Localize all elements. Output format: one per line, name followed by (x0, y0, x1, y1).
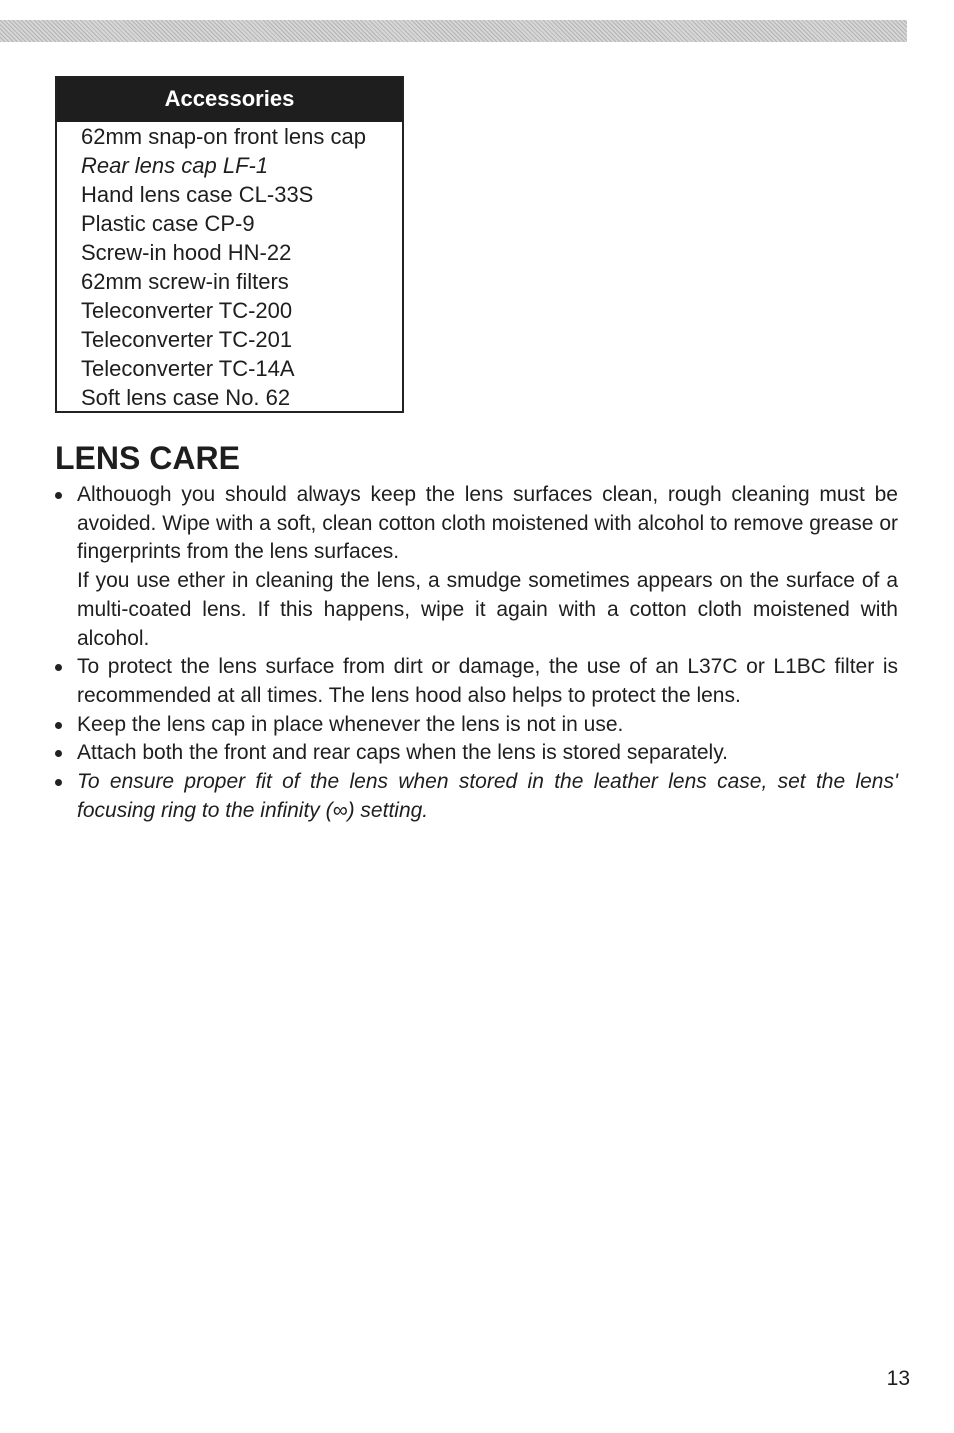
accessory-item: Plastic case CP-9 (81, 211, 255, 236)
accessory-item: Screw-in hood HN-22 (81, 240, 292, 265)
lens-care-paragraph: If you use ether in cleaning the lens, a smudge sometimes appears on the surface of a multi-coated lens. If this happens, wipe it again with a cotton cloth moistened with alcohol. (77, 569, 898, 650)
bullet-dot-icon (55, 492, 62, 499)
accessories-list (57, 122, 402, 412)
lens-care-text: Attach both the front and rear caps when the lens is stored separately. (77, 741, 728, 765)
accessory-item: 62mm snap-on front lens cap (81, 124, 366, 149)
accessory-item: 62mm screw-in filters (81, 269, 289, 294)
accessory-item: Rear lens cap LF-1 (81, 153, 269, 178)
lens-care-bullet (55, 653, 898, 710)
bullet-dot-icon (55, 664, 62, 671)
accessory-item: Soft lens case No. 62 (81, 385, 291, 410)
lens-care-title: LENS CARE (55, 440, 240, 476)
accessory-item: Teleconverter TC-200 (81, 298, 293, 323)
top-decorative-bar (0, 20, 907, 42)
bullet-dot-icon (55, 722, 62, 729)
lens-care-text: To protect the lens surface from dirt or damage, the use of an L37C or L1BC filter is recommended at all times. The lens hood also helps to protect the lens. (77, 655, 898, 707)
lens-care-text: To ensure proper fit of the lens when stored in the leather lens case, set the lens' focusing ring to the infinity (∞) setting. (77, 770, 898, 822)
accessory-item: Teleconverter TC-14A (81, 356, 295, 381)
accessories-header: Accessories (57, 78, 402, 122)
accessories-box (55, 76, 404, 413)
lens-care-bullet (55, 739, 898, 768)
lens-care-paragraph: Althouogh you should always keep the lens surfaces clean, rough cleaning must be avoided. Wipe with a soft, clean cotton cloth moistened with alcohol to remove grease or fingerprints from the lens surfaces. (77, 483, 898, 564)
lens-care-list (55, 481, 898, 825)
lens-care-bullet (55, 711, 898, 740)
lens-care-bullet (55, 481, 898, 653)
page-number: 13 (886, 1367, 910, 1390)
bullet-dot-icon (55, 779, 62, 786)
bullet-dot-icon (55, 750, 62, 757)
lens-care-bullet (55, 768, 898, 825)
accessory-item: Teleconverter TC-201 (81, 327, 293, 352)
lens-care-text: Keep the lens cap in place whenever the lens is not in use. (77, 712, 624, 736)
accessory-item: Hand lens case CL-33S (81, 182, 314, 207)
